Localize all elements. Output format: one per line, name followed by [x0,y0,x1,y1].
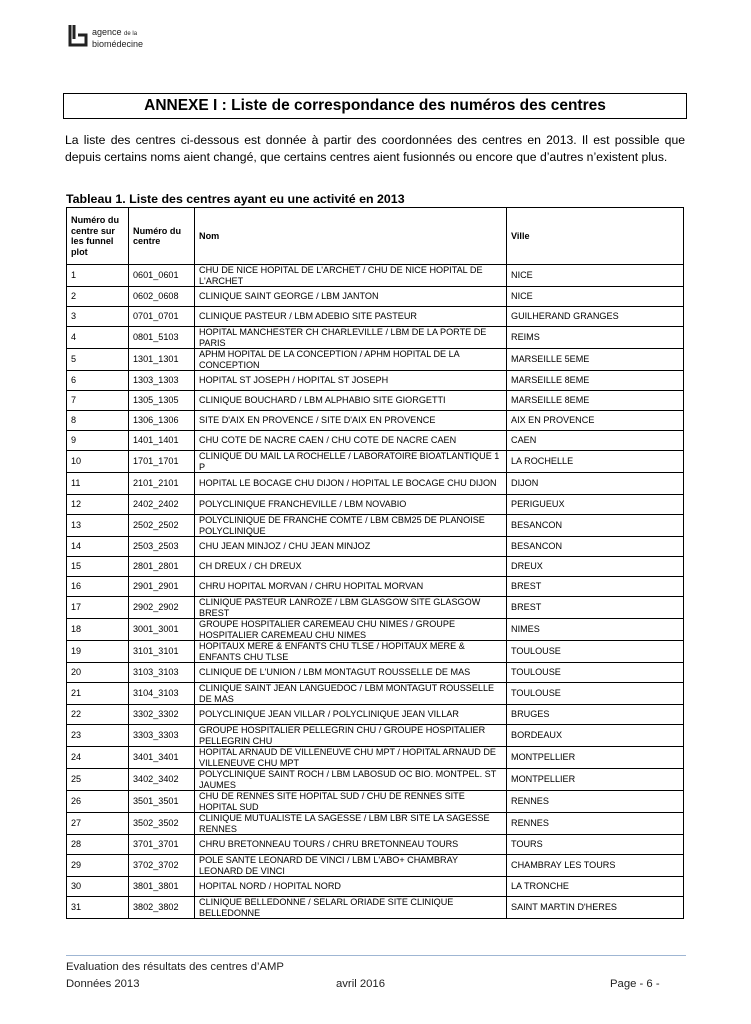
cell-name: POLE SANTE LEONARD DE VINCI / LBM L'ABO+ CHAMBRAY LEONARD DE VINCI [195,855,507,877]
table-row [67,495,684,515]
cell-city: CHAMBRAY LES TOURS [507,855,684,877]
cell-city: BREST [507,577,684,597]
annexe-title: ANNEXE I : Liste de correspondance des numéros des centres [63,93,687,119]
table-row [67,265,684,287]
cell-centre-number: 2801_2801 [129,557,195,577]
cell-funnel-number: 18 [67,619,129,641]
cell-centre-number: 3802_3802 [129,897,195,919]
cell-name: CHU DE NICE HOPITAL DE L'ARCHET / CHU DE NICE HOPITAL DE L'ARCHET [195,265,507,287]
cell-centre-number: 1301_1301 [129,349,195,371]
cell-name: CLINIQUE DU MAIL LA ROCHELLE / LABORATOIRE BIOATLANTIQUE 1 P [195,451,507,473]
logo-wordmark [92,27,143,49]
header-funnel-number: Numéro du centre sur les funnel plot [67,208,129,265]
cell-name: CH DREUX / CH DREUX [195,557,507,577]
cell-centre-number: 1305_1305 [129,391,195,411]
intro-paragraph: La liste des centres ci-dessous est donnée à partir des coordonnées des centres en 2013. Il est possible que depuis certains noms aient changé, que certains centres aient fusionnés ou encore que d’autres n’existent plus. [65,133,685,164]
cell-city: MONTPELLIER [507,747,684,769]
cell-city: GUILHERAND GRANGES [507,307,684,327]
cell-name: CHU JEAN MINJOZ / CHU JEAN MINJOZ [195,537,507,557]
cell-funnel-number: 1 [67,265,129,287]
cell-city: MARSEILLE 8EME [507,391,684,411]
table-row [67,597,684,619]
cell-name: POLYCLINIQUE FRANCHEVILLE / LBM NOVABIO [195,495,507,515]
cell-funnel-number: 29 [67,855,129,877]
table-row [67,683,684,705]
header-name: Nom [195,208,507,265]
cell-centre-number: 3103_3103 [129,663,195,683]
cell-name: HOPITAL ARNAUD DE VILLENEUVE CHU MPT / HOPITAL ARNAUD DE VILLENEUVE CHU MPT [195,747,507,769]
cell-name: HOPITAL ST JOSEPH / HOPITAL ST JOSEPH [195,371,507,391]
cell-city: BRUGES [507,705,684,725]
cell-centre-number: 1306_1306 [129,411,195,431]
cell-funnel-number: 16 [67,577,129,597]
cell-funnel-number: 3 [67,307,129,327]
footer-page-number: Page - 6 - [610,978,660,990]
cell-name: HOPITAL LE BOCAGE CHU DIJON / HOPITAL LE BOCAGE CHU DIJON [195,473,507,495]
cell-name: HOPITAUX MERE & ENFANTS CHU TLSE / HOPITAUX MERE & ENFANTS CHU TLSE [195,641,507,663]
cell-funnel-number: 30 [67,877,129,897]
table-row [67,515,684,537]
table-row [67,619,684,641]
footer-data-year: Données 2013 [66,978,140,990]
cell-city: PERIGUEUX [507,495,684,515]
table-row [67,371,684,391]
cell-centre-number: 0601_0601 [129,265,195,287]
table-row [67,897,684,919]
logo-line2: biomédecine [92,39,144,49]
cell-name: POLYCLINIQUE SAINT ROCH / LBM LABOSUD OC BIO. MONTPEL. ST JAUMES [195,769,507,791]
cell-funnel-number: 20 [67,663,129,683]
table-row [67,641,684,663]
table-row [67,855,684,877]
cell-name: CHRU BRETONNEAU TOURS / CHRU BRETONNEAU TOURS [195,835,507,855]
cell-funnel-number: 31 [67,897,129,919]
table-row [67,307,684,327]
cell-centre-number: 2901_2901 [129,577,195,597]
logo-line1: agence [92,27,122,37]
cell-funnel-number: 6 [67,371,129,391]
cell-name: CHU COTE DE NACRE CAEN / CHU COTE DE NACRE CAEN [195,431,507,451]
footer-date: avril 2016 [336,978,385,990]
cell-name: HOPITAL MANCHESTER CH CHARLEVILLE / LBM DE LA PORTE DE PARIS [195,327,507,349]
cell-centre-number: 3302_3302 [129,705,195,725]
cell-name: HOPITAL NORD / HOPITAL NORD [195,877,507,897]
cell-name: CLINIQUE PASTEUR LANROZE / LBM GLASGOW SITE GLASGOW BREST [195,597,507,619]
table-row [67,747,684,769]
cell-funnel-number: 22 [67,705,129,725]
agence-biomedecine-logo [68,23,168,53]
cell-city: SAINT MARTIN D'HERES [507,897,684,919]
cell-funnel-number: 26 [67,791,129,813]
cell-centre-number: 0801_5103 [129,327,195,349]
cell-name: CLINIQUE SAINT GEORGE / LBM JANTON [195,287,507,307]
cell-city: MARSEILLE 8EME [507,371,684,391]
footer-report-title: Evaluation des résultats des centres d’AMP [66,961,284,973]
cell-centre-number: 3001_3001 [129,619,195,641]
cell-centre-number: 1303_1303 [129,371,195,391]
table-row [67,451,684,473]
centres-table [66,207,684,919]
cell-centre-number: 3501_3501 [129,791,195,813]
cell-funnel-number: 25 [67,769,129,791]
table-row [67,473,684,495]
cell-funnel-number: 14 [67,537,129,557]
cell-centre-number: 2402_2402 [129,495,195,515]
table-row [67,577,684,597]
cell-city: DIJON [507,473,684,495]
cell-centre-number: 3303_3303 [129,725,195,747]
cell-centre-number: 0701_0701 [129,307,195,327]
cell-city: BESANCON [507,537,684,557]
table-body [67,265,684,919]
cell-funnel-number: 12 [67,495,129,515]
cell-name: CLINIQUE SAINT JEAN LANGUEDOC / LBM MONTAGUT ROUSSELLE DE MAS [195,683,507,705]
cell-city: AIX EN PROVENCE [507,411,684,431]
cell-name: POLYCLINIQUE JEAN VILLAR / POLYCLINIQUE JEAN VILLAR [195,705,507,725]
cell-city: LA TRONCHE [507,877,684,897]
cell-centre-number: 1401_1401 [129,431,195,451]
cell-centre-number: 3701_3701 [129,835,195,855]
footer-divider [66,955,686,956]
cell-name: CLINIQUE BOUCHARD / LBM ALPHABIO SITE GIORGETTI [195,391,507,411]
cell-funnel-number: 7 [67,391,129,411]
cell-funnel-number: 11 [67,473,129,495]
cell-centre-number: 2503_2503 [129,537,195,557]
cell-funnel-number: 15 [67,557,129,577]
cell-funnel-number: 28 [67,835,129,855]
table-caption: Tableau 1. Liste des centres ayant eu une activité en 2013 [66,192,405,206]
cell-centre-number: 2101_2101 [129,473,195,495]
cell-name: CLINIQUE MUTUALISTE LA SAGESSE / LBM LBR SITE LA SAGESSE RENNES [195,813,507,835]
cell-name: SITE D'AIX EN PROVENCE / SITE D'AIX EN PROVENCE [195,411,507,431]
cell-city: BREST [507,597,684,619]
cell-name: CLINIQUE PASTEUR / LBM ADEBIO SITE PASTEUR [195,307,507,327]
cell-name: CLINIQUE BELLEDONNE / SELARL ORIADE SITE CLINIQUE BELLEDONNE [195,897,507,919]
cell-centre-number: 3402_3402 [129,769,195,791]
cell-centre-number: 3801_3801 [129,877,195,897]
cell-funnel-number: 2 [67,287,129,307]
cell-centre-number: 3502_3502 [129,813,195,835]
table-row [67,537,684,557]
cell-funnel-number: 9 [67,431,129,451]
cell-city: REIMS [507,327,684,349]
table-row [67,813,684,835]
table-row [67,791,684,813]
table-header-row [67,208,684,265]
cell-name: CLINIQUE DE L'UNION / LBM MONTAGUT ROUSSELLE DE MAS [195,663,507,683]
header-city: Ville [507,208,684,265]
cell-city: BESANCON [507,515,684,537]
cell-city: MONTPELLIER [507,769,684,791]
cell-funnel-number: 19 [67,641,129,663]
cell-funnel-number: 17 [67,597,129,619]
table-row [67,835,684,855]
cell-centre-number: 3401_3401 [129,747,195,769]
table-row [67,877,684,897]
cell-name: POLYCLINIQUE DE FRANCHE COMTE / LBM CBM25 DE PLANOISE POLYCLINIQUE [195,515,507,537]
table-row [67,663,684,683]
table-row [67,705,684,725]
cell-city: MARSEILLE 5EME [507,349,684,371]
cell-name: CHU DE RENNES SITE HOPITAL SUD / CHU DE RENNES SITE HOPITAL SUD [195,791,507,813]
cell-city: RENNES [507,791,684,813]
cell-city: RENNES [507,813,684,835]
cell-centre-number: 0602_0608 [129,287,195,307]
cell-name: APHM HOPITAL DE LA CONCEPTION / APHM HOPITAL DE LA CONCEPTION [195,349,507,371]
cell-city: BORDEAUX [507,725,684,747]
cell-centre-number: 3702_3702 [129,855,195,877]
cell-funnel-number: 4 [67,327,129,349]
table-row [67,557,684,577]
cell-city: NIMES [507,619,684,641]
header-centre-number: Numéro du centre [129,208,195,265]
cell-centre-number: 3101_3101 [129,641,195,663]
cell-funnel-number: 13 [67,515,129,537]
cell-funnel-number: 21 [67,683,129,705]
cell-centre-number: 3104_3103 [129,683,195,705]
cell-city: DREUX [507,557,684,577]
table-row [67,411,684,431]
agence-logo-icon [68,23,90,49]
table-row [67,391,684,411]
cell-funnel-number: 27 [67,813,129,835]
cell-funnel-number: 24 [67,747,129,769]
table-row [67,349,684,371]
cell-funnel-number: 10 [67,451,129,473]
table-row [67,725,684,747]
cell-city: LA ROCHELLE [507,451,684,473]
table-row [67,327,684,349]
cell-name: CHRU HOPITAL MORVAN / CHRU HOPITAL MORVAN [195,577,507,597]
logo-line1-small: de la [124,31,138,37]
cell-funnel-number: 23 [67,725,129,747]
cell-centre-number: 2502_2502 [129,515,195,537]
cell-name: GROUPE HOSPITALIER PELLEGRIN CHU / GROUPE HOSPITALIER PELLEGRIN CHU [195,725,507,747]
cell-city: TOULOUSE [507,663,684,683]
cell-centre-number: 1701_1701 [129,451,195,473]
cell-city: CAEN [507,431,684,451]
cell-city: NICE [507,287,684,307]
cell-city: TOULOUSE [507,641,684,663]
cell-name: GROUPE HOSPITALIER CAREMEAU CHU NIMES / GROUPE HOSPITALIER CAREMEAU CHU NIMES [195,619,507,641]
table-row [67,287,684,307]
table-row [67,769,684,791]
table-row [67,431,684,451]
cell-funnel-number: 8 [67,411,129,431]
cell-city: NICE [507,265,684,287]
cell-funnel-number: 5 [67,349,129,371]
cell-city: TOULOUSE [507,683,684,705]
cell-centre-number: 2902_2902 [129,597,195,619]
cell-city: TOURS [507,835,684,855]
